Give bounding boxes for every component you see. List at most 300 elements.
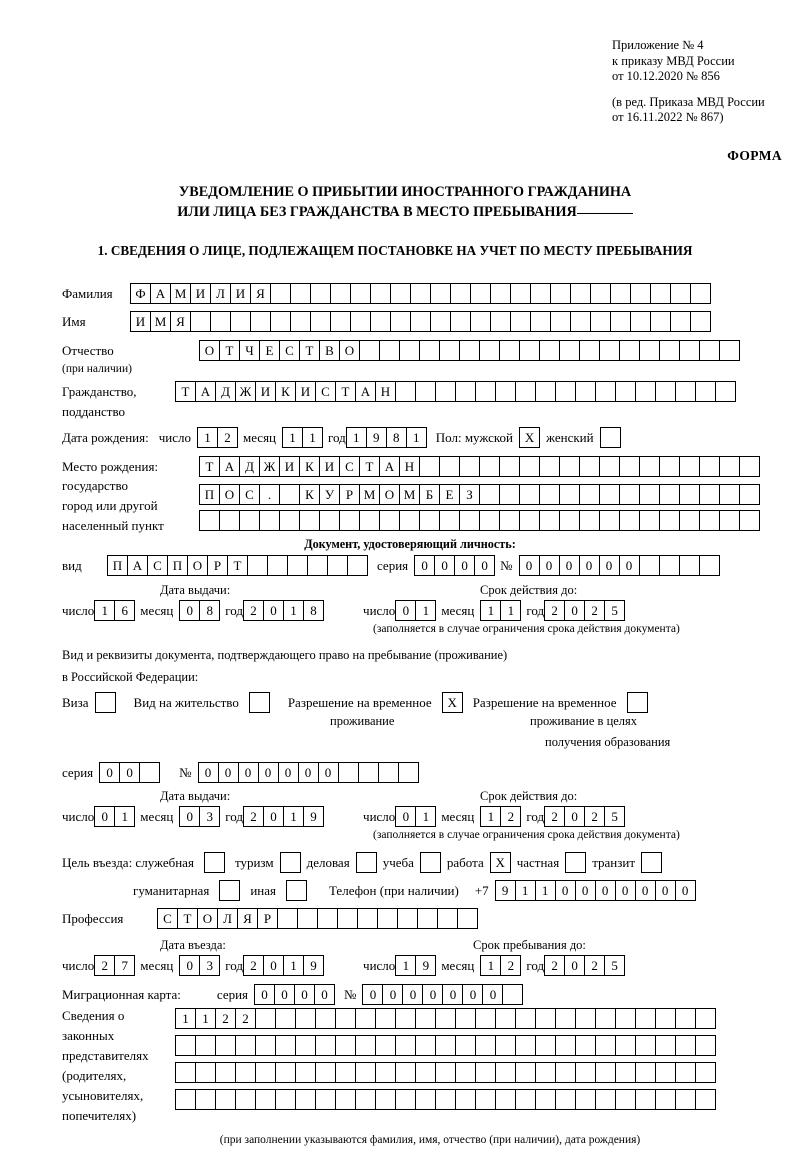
char-cell[interactable]: 1: [283, 955, 304, 976]
char-cell[interactable]: [410, 283, 431, 304]
char-cell[interactable]: [290, 283, 311, 304]
doc-number-input[interactable]: [519, 555, 719, 576]
char-cell[interactable]: [655, 1089, 676, 1110]
char-cell[interactable]: [279, 510, 300, 531]
char-cell[interactable]: [519, 456, 540, 477]
purpose-other-checkbox[interactable]: [286, 880, 307, 901]
char-cell[interactable]: П: [199, 484, 220, 505]
char-cell[interactable]: [439, 340, 460, 361]
char-cell[interactable]: [535, 1008, 556, 1029]
char-cell[interactable]: [675, 1008, 696, 1029]
char-cell[interactable]: [395, 1062, 416, 1083]
char-cell[interactable]: 1: [480, 955, 501, 976]
char-cell[interactable]: 3: [199, 955, 220, 976]
char-cell[interactable]: [630, 283, 651, 304]
char-cell[interactable]: Б: [419, 484, 440, 505]
char-cell[interactable]: 0: [278, 762, 299, 783]
phone-input[interactable]: [495, 880, 695, 901]
migration-series-input[interactable]: [254, 984, 334, 1005]
char-cell[interactable]: [699, 510, 720, 531]
char-cell[interactable]: [359, 510, 380, 531]
char-cell[interactable]: [515, 1035, 536, 1056]
char-cell[interactable]: [590, 283, 611, 304]
char-cell[interactable]: [287, 555, 308, 576]
char-cell[interactable]: М: [399, 484, 420, 505]
char-cell[interactable]: [679, 456, 700, 477]
char-cell[interactable]: 2: [243, 955, 264, 976]
name-input[interactable]: [130, 311, 710, 332]
char-cell[interactable]: 9: [415, 955, 436, 976]
char-cell[interactable]: [550, 283, 571, 304]
char-cell[interactable]: [255, 1089, 276, 1110]
char-cell[interactable]: [619, 484, 640, 505]
char-cell[interactable]: [435, 1062, 456, 1083]
char-cell[interactable]: [230, 311, 251, 332]
char-cell[interactable]: 0: [119, 762, 140, 783]
char-cell[interactable]: [395, 1035, 416, 1056]
char-cell[interactable]: [350, 311, 371, 332]
char-cell[interactable]: [275, 1089, 296, 1110]
doc-valid-year-input[interactable]: [544, 600, 624, 621]
char-cell[interactable]: [659, 510, 680, 531]
char-cell[interactable]: [635, 1008, 656, 1029]
char-cell[interactable]: [515, 381, 536, 402]
char-cell[interactable]: [475, 1089, 496, 1110]
char-cell[interactable]: [310, 283, 331, 304]
char-cell[interactable]: [350, 283, 371, 304]
char-cell[interactable]: Я: [237, 908, 258, 929]
char-cell[interactable]: [699, 456, 720, 477]
char-cell[interactable]: [559, 484, 580, 505]
char-cell[interactable]: 0: [462, 984, 483, 1005]
char-cell[interactable]: [479, 484, 500, 505]
char-cell[interactable]: 1: [480, 806, 501, 827]
char-cell[interactable]: [210, 311, 231, 332]
char-cell[interactable]: [679, 340, 700, 361]
char-cell[interactable]: 0: [615, 880, 636, 901]
char-cell[interactable]: Р: [207, 555, 228, 576]
char-cell[interactable]: Е: [439, 484, 460, 505]
char-cell[interactable]: [475, 381, 496, 402]
char-cell[interactable]: И: [230, 283, 251, 304]
char-cell[interactable]: Л: [217, 908, 238, 929]
stay-month-input[interactable]: [480, 955, 520, 976]
char-cell[interactable]: [559, 510, 580, 531]
char-cell[interactable]: [315, 1008, 336, 1029]
char-cell[interactable]: К: [299, 456, 320, 477]
char-cell[interactable]: 1: [515, 880, 536, 901]
char-cell[interactable]: 0: [298, 762, 319, 783]
char-cell[interactable]: [719, 456, 740, 477]
char-cell[interactable]: С: [315, 381, 336, 402]
char-cell[interactable]: О: [219, 484, 240, 505]
char-cell[interactable]: [139, 762, 160, 783]
char-cell[interactable]: [175, 1089, 196, 1110]
char-cell[interactable]: [495, 1089, 516, 1110]
char-cell[interactable]: 9: [303, 806, 324, 827]
char-cell[interactable]: [275, 1035, 296, 1056]
char-cell[interactable]: [515, 1008, 536, 1029]
char-cell[interactable]: 0: [539, 555, 560, 576]
char-cell[interactable]: [555, 1035, 576, 1056]
char-cell[interactable]: [295, 1062, 316, 1083]
char-cell[interactable]: [315, 1062, 336, 1083]
char-cell[interactable]: 0: [179, 600, 200, 621]
char-cell[interactable]: 7: [114, 955, 135, 976]
char-cell[interactable]: [370, 283, 391, 304]
char-cell[interactable]: [535, 1062, 556, 1083]
entry-year-input[interactable]: [243, 955, 323, 976]
sex-female-checkbox[interactable]: [600, 427, 621, 448]
legal-rep-input-line2[interactable]: [175, 1035, 715, 1056]
char-cell[interactable]: [295, 1089, 316, 1110]
char-cell[interactable]: Т: [335, 381, 356, 402]
char-cell[interactable]: [502, 984, 523, 1005]
char-cell[interactable]: [690, 283, 711, 304]
char-cell[interactable]: [330, 283, 351, 304]
char-cell[interactable]: 3: [199, 806, 220, 827]
char-cell[interactable]: [247, 555, 268, 576]
char-cell[interactable]: О: [379, 484, 400, 505]
char-cell[interactable]: [347, 555, 368, 576]
char-cell[interactable]: [459, 340, 480, 361]
char-cell[interactable]: [267, 555, 288, 576]
char-cell[interactable]: 8: [199, 600, 220, 621]
char-cell[interactable]: 2: [500, 806, 521, 827]
char-cell[interactable]: [375, 1089, 396, 1110]
stay-valid-day-input[interactable]: [395, 806, 435, 827]
char-cell[interactable]: [270, 283, 291, 304]
stay-issue-year-input[interactable]: [243, 806, 323, 827]
char-cell[interactable]: [499, 340, 520, 361]
char-cell[interactable]: [470, 311, 491, 332]
char-cell[interactable]: [235, 1035, 256, 1056]
char-cell[interactable]: [535, 1035, 556, 1056]
char-cell[interactable]: [615, 1035, 636, 1056]
char-cell[interactable]: 0: [442, 984, 463, 1005]
char-cell[interactable]: 1: [500, 600, 521, 621]
char-cell[interactable]: [495, 1008, 516, 1029]
stay-series-input[interactable]: [99, 762, 159, 783]
char-cell[interactable]: 1: [94, 600, 115, 621]
char-cell[interactable]: [239, 510, 260, 531]
char-cell[interactable]: 0: [362, 984, 383, 1005]
char-cell[interactable]: [559, 456, 580, 477]
char-cell[interactable]: [675, 1062, 696, 1083]
char-cell[interactable]: [378, 762, 399, 783]
char-cell[interactable]: [695, 1008, 716, 1029]
char-cell[interactable]: [599, 484, 620, 505]
birth-state-input[interactable]: [199, 456, 759, 477]
residence-permit-checkbox[interactable]: [249, 692, 270, 713]
stay-number-input[interactable]: [198, 762, 418, 783]
char-cell[interactable]: 1: [282, 427, 303, 448]
legal-rep-input-line1[interactable]: [175, 1008, 715, 1029]
char-cell[interactable]: [610, 283, 631, 304]
char-cell[interactable]: 0: [318, 762, 339, 783]
char-cell[interactable]: П: [167, 555, 188, 576]
char-cell[interactable]: [559, 340, 580, 361]
char-cell[interactable]: 0: [99, 762, 120, 783]
char-cell[interactable]: 0: [564, 600, 585, 621]
char-cell[interactable]: 1: [302, 427, 323, 448]
char-cell[interactable]: [450, 311, 471, 332]
char-cell[interactable]: [327, 555, 348, 576]
char-cell[interactable]: 5: [604, 955, 625, 976]
char-cell[interactable]: [455, 1062, 476, 1083]
char-cell[interactable]: А: [150, 283, 171, 304]
char-cell[interactable]: [475, 1035, 496, 1056]
char-cell[interactable]: [635, 1062, 656, 1083]
legal-rep-input-line4[interactable]: [175, 1089, 715, 1110]
char-cell[interactable]: Ж: [259, 456, 280, 477]
char-cell[interactable]: 0: [635, 880, 656, 901]
birth-year-input[interactable]: [346, 427, 426, 448]
char-cell[interactable]: 0: [619, 555, 640, 576]
char-cell[interactable]: 1: [395, 955, 416, 976]
char-cell[interactable]: [215, 1089, 236, 1110]
char-cell[interactable]: [595, 1089, 616, 1110]
char-cell[interactable]: 0: [238, 762, 259, 783]
char-cell[interactable]: [555, 1089, 576, 1110]
char-cell[interactable]: С: [147, 555, 168, 576]
char-cell[interactable]: [675, 381, 696, 402]
char-cell[interactable]: Е: [259, 340, 280, 361]
char-cell[interactable]: О: [197, 908, 218, 929]
char-cell[interactable]: [535, 381, 556, 402]
char-cell[interactable]: [679, 510, 700, 531]
purpose-study-checkbox[interactable]: [420, 852, 441, 873]
char-cell[interactable]: 0: [482, 984, 503, 1005]
char-cell[interactable]: [379, 510, 400, 531]
doc-issue-month-input[interactable]: [179, 600, 219, 621]
char-cell[interactable]: [435, 1008, 456, 1029]
char-cell[interactable]: П: [107, 555, 128, 576]
char-cell[interactable]: [719, 484, 740, 505]
char-cell[interactable]: К: [275, 381, 296, 402]
char-cell[interactable]: [255, 1035, 276, 1056]
char-cell[interactable]: Т: [227, 555, 248, 576]
char-cell[interactable]: [215, 1035, 236, 1056]
char-cell[interactable]: [359, 340, 380, 361]
char-cell[interactable]: [699, 340, 720, 361]
char-cell[interactable]: 0: [675, 880, 696, 901]
char-cell[interactable]: [275, 1008, 296, 1029]
char-cell[interactable]: [459, 510, 480, 531]
char-cell[interactable]: 0: [559, 555, 580, 576]
char-cell[interactable]: [255, 1062, 276, 1083]
char-cell[interactable]: [615, 1089, 636, 1110]
char-cell[interactable]: Ж: [235, 381, 256, 402]
char-cell[interactable]: [307, 555, 328, 576]
char-cell[interactable]: [295, 1008, 316, 1029]
char-cell[interactable]: [457, 908, 478, 929]
char-cell[interactable]: 0: [414, 555, 435, 576]
char-cell[interactable]: Л: [210, 283, 231, 304]
char-cell[interactable]: [575, 1089, 596, 1110]
char-cell[interactable]: Т: [175, 381, 196, 402]
char-cell[interactable]: 1: [283, 806, 304, 827]
char-cell[interactable]: [495, 1062, 516, 1083]
char-cell[interactable]: [579, 456, 600, 477]
char-cell[interactable]: [539, 510, 560, 531]
char-cell[interactable]: [659, 555, 680, 576]
visa-checkbox[interactable]: [95, 692, 116, 713]
char-cell[interactable]: 2: [500, 955, 521, 976]
char-cell[interactable]: 0: [395, 806, 416, 827]
char-cell[interactable]: 0: [294, 984, 315, 1005]
char-cell[interactable]: [390, 283, 411, 304]
char-cell[interactable]: Д: [215, 381, 236, 402]
char-cell[interactable]: [659, 456, 680, 477]
purpose-tourism-checkbox[interactable]: [280, 852, 301, 873]
char-cell[interactable]: [639, 456, 660, 477]
char-cell[interactable]: [455, 1008, 476, 1029]
char-cell[interactable]: [455, 1035, 476, 1056]
char-cell[interactable]: [499, 456, 520, 477]
char-cell[interactable]: 2: [235, 1008, 256, 1029]
char-cell[interactable]: [675, 1035, 696, 1056]
char-cell[interactable]: [337, 908, 358, 929]
char-cell[interactable]: [719, 510, 740, 531]
char-cell[interactable]: [635, 381, 656, 402]
char-cell[interactable]: [415, 1089, 436, 1110]
char-cell[interactable]: [499, 484, 520, 505]
char-cell[interactable]: 8: [303, 600, 324, 621]
char-cell[interactable]: [235, 1062, 256, 1083]
char-cell[interactable]: Т: [219, 340, 240, 361]
char-cell[interactable]: 0: [395, 600, 416, 621]
char-cell[interactable]: [270, 311, 291, 332]
char-cell[interactable]: [539, 484, 560, 505]
char-cell[interactable]: [595, 1008, 616, 1029]
char-cell[interactable]: [295, 1035, 316, 1056]
char-cell[interactable]: [358, 762, 379, 783]
char-cell[interactable]: 0: [564, 955, 585, 976]
char-cell[interactable]: Я: [170, 311, 191, 332]
purpose-private-checkbox[interactable]: [565, 852, 586, 873]
char-cell[interactable]: 2: [217, 427, 238, 448]
char-cell[interactable]: [470, 283, 491, 304]
sex-male-checkbox[interactable]: X: [519, 427, 540, 448]
char-cell[interactable]: [639, 510, 660, 531]
char-cell[interactable]: [435, 1089, 456, 1110]
char-cell[interactable]: [375, 1008, 396, 1029]
doc-issue-day-input[interactable]: [94, 600, 134, 621]
char-cell[interactable]: [615, 1008, 636, 1029]
doc-valid-day-input[interactable]: [395, 600, 435, 621]
char-cell[interactable]: 0: [263, 600, 284, 621]
char-cell[interactable]: [679, 555, 700, 576]
char-cell[interactable]: И: [279, 456, 300, 477]
char-cell[interactable]: [375, 1062, 396, 1083]
char-cell[interactable]: [715, 381, 736, 402]
char-cell[interactable]: [579, 340, 600, 361]
education-residence-checkbox[interactable]: [627, 692, 648, 713]
char-cell[interactable]: [690, 311, 711, 332]
char-cell[interactable]: [190, 311, 211, 332]
char-cell[interactable]: 2: [544, 806, 565, 827]
char-cell[interactable]: [430, 311, 451, 332]
char-cell[interactable]: 2: [584, 806, 605, 827]
char-cell[interactable]: [739, 456, 760, 477]
char-cell[interactable]: 9: [495, 880, 516, 901]
char-cell[interactable]: 2: [243, 806, 264, 827]
char-cell[interactable]: М: [170, 283, 191, 304]
char-cell[interactable]: [530, 311, 551, 332]
char-cell[interactable]: 0: [519, 555, 540, 576]
char-cell[interactable]: И: [255, 381, 276, 402]
char-cell[interactable]: 0: [595, 880, 616, 901]
char-cell[interactable]: [650, 283, 671, 304]
char-cell[interactable]: [297, 908, 318, 929]
char-cell[interactable]: [479, 340, 500, 361]
char-cell[interactable]: [175, 1062, 196, 1083]
char-cell[interactable]: 0: [422, 984, 443, 1005]
char-cell[interactable]: [519, 484, 540, 505]
char-cell[interactable]: 2: [544, 955, 565, 976]
char-cell[interactable]: [319, 510, 340, 531]
char-cell[interactable]: [275, 1062, 296, 1083]
temporary-residence-checkbox[interactable]: X: [442, 692, 463, 713]
stay-valid-year-input[interactable]: [544, 806, 624, 827]
char-cell[interactable]: [519, 340, 540, 361]
char-cell[interactable]: 0: [218, 762, 239, 783]
char-cell[interactable]: А: [379, 456, 400, 477]
char-cell[interactable]: [595, 381, 616, 402]
char-cell[interactable]: [335, 1008, 356, 1029]
char-cell[interactable]: [739, 510, 760, 531]
char-cell[interactable]: [395, 381, 416, 402]
char-cell[interactable]: [195, 1062, 216, 1083]
char-cell[interactable]: 0: [263, 806, 284, 827]
doc-series-input[interactable]: [414, 555, 494, 576]
char-cell[interactable]: 1: [415, 600, 436, 621]
char-cell[interactable]: [475, 1008, 496, 1029]
char-cell[interactable]: [439, 456, 460, 477]
birth-month-input[interactable]: [282, 427, 322, 448]
purpose-humanitarian-checkbox[interactable]: [219, 880, 240, 901]
char-cell[interactable]: [357, 908, 378, 929]
char-cell[interactable]: [539, 456, 560, 477]
stay-issue-day-input[interactable]: [94, 806, 134, 827]
stay-issue-month-input[interactable]: [179, 806, 219, 827]
char-cell[interactable]: [739, 484, 760, 505]
char-cell[interactable]: О: [187, 555, 208, 576]
char-cell[interactable]: [395, 1008, 416, 1029]
char-cell[interactable]: [639, 484, 660, 505]
char-cell[interactable]: У: [319, 484, 340, 505]
char-cell[interactable]: [655, 381, 676, 402]
char-cell[interactable]: [430, 283, 451, 304]
char-cell[interactable]: 0: [179, 806, 200, 827]
char-cell[interactable]: 0: [575, 880, 596, 901]
char-cell[interactable]: 0: [274, 984, 295, 1005]
stay-day-input[interactable]: [395, 955, 435, 976]
char-cell[interactable]: [590, 311, 611, 332]
char-cell[interactable]: [415, 1062, 436, 1083]
char-cell[interactable]: 1: [175, 1008, 196, 1029]
char-cell[interactable]: [575, 1062, 596, 1083]
char-cell[interactable]: [695, 1089, 716, 1110]
char-cell[interactable]: [395, 1089, 416, 1110]
char-cell[interactable]: [655, 1008, 676, 1029]
char-cell[interactable]: 1: [535, 880, 556, 901]
char-cell[interactable]: [338, 762, 359, 783]
char-cell[interactable]: [630, 311, 651, 332]
char-cell[interactable]: 1: [114, 806, 135, 827]
char-cell[interactable]: [570, 311, 591, 332]
